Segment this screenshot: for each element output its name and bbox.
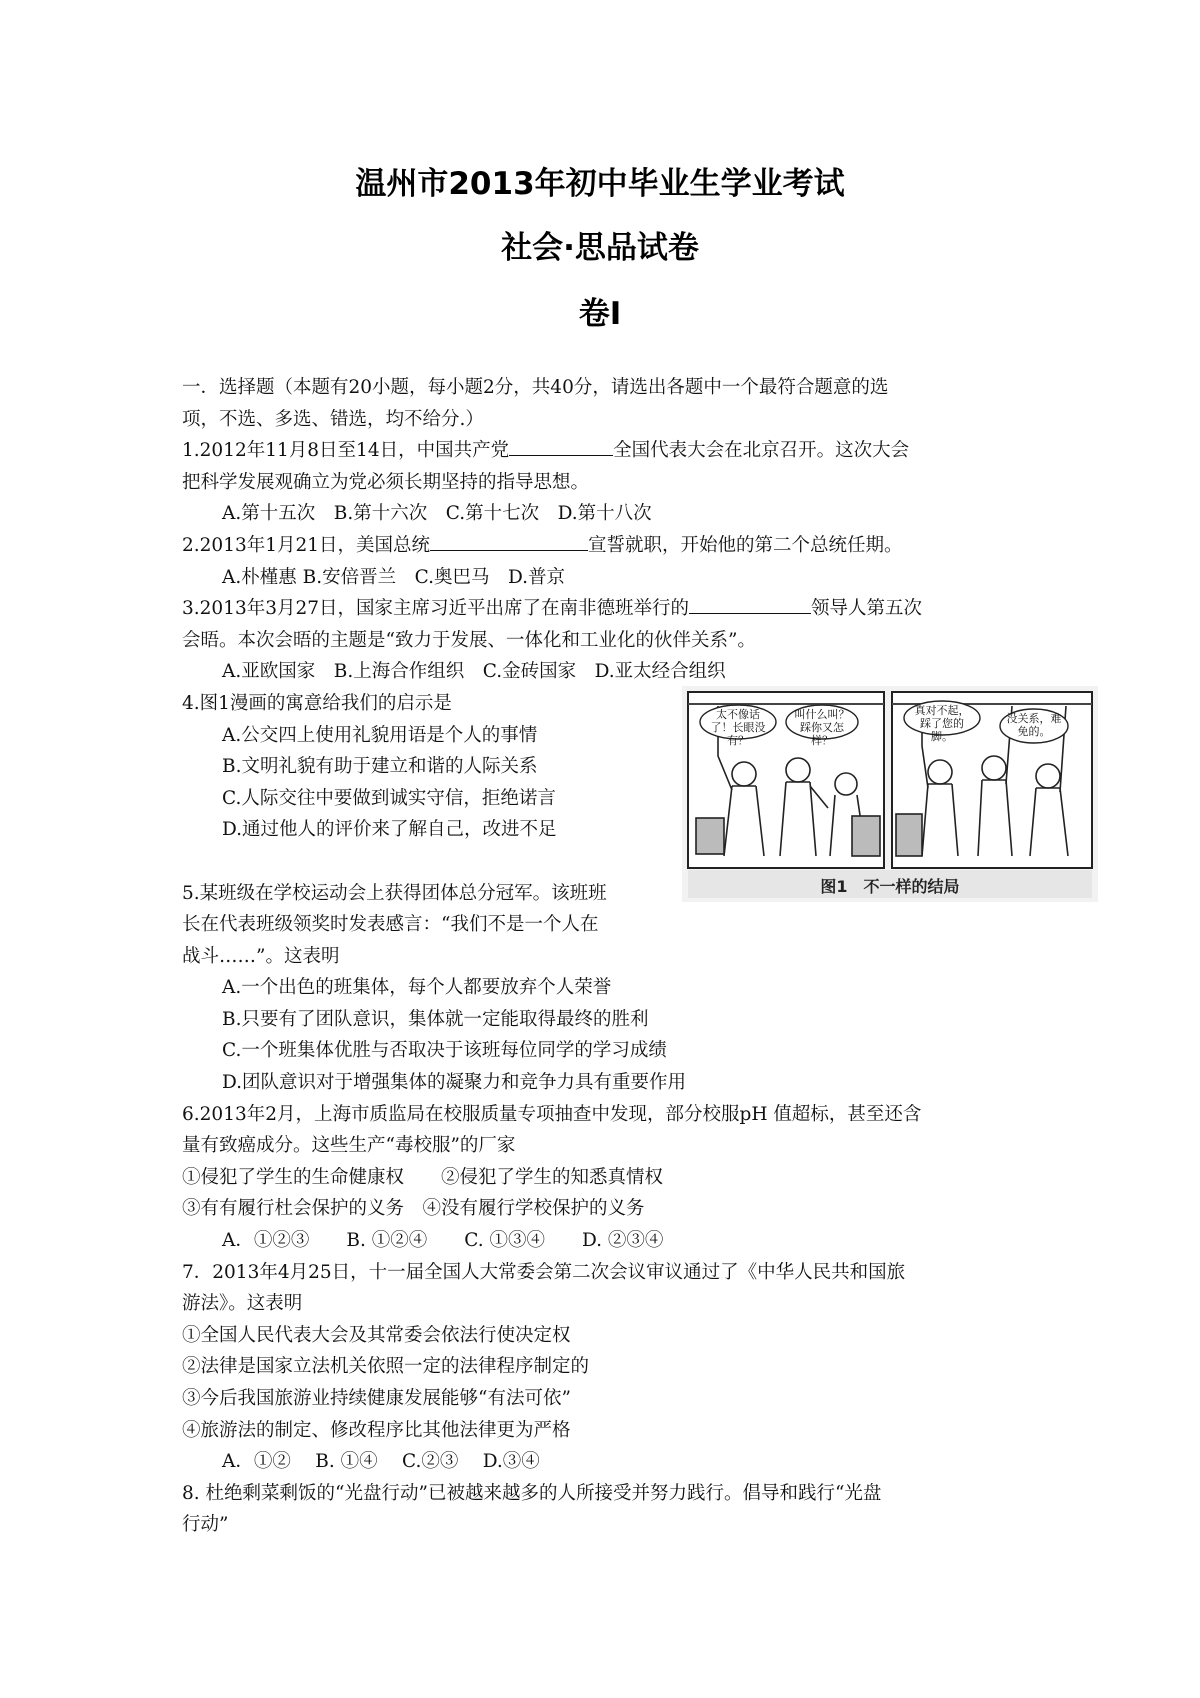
cartoon-figure <box>682 686 1098 902</box>
q2-blank <box>430 530 588 551</box>
q2-stem-after: 宣誓就职，开始他的第二个总统任期。 <box>588 534 903 556</box>
speech-bubble-4: 没关系，难免的。 <box>1006 712 1062 738</box>
question-4: 4.图1漫画的寓意给我们的启示是 <box>182 692 452 714</box>
q6-statements-2: ③有有履行杜会保护的义务 ④没有履行学校保护的义务 <box>182 1198 645 1220</box>
q3-stem-line2: 会晤。本次会晤的主题是“致力于发展、一体化和工业化的伙伴关系”。 <box>182 629 756 651</box>
q6-statements-1: ①侵犯了学生的生命健康权 ②侵犯了学生的知悉真情权 <box>182 1166 664 1188</box>
q7-options: A．①② B. ①④ C.②③ D.③④ <box>222 1451 540 1473</box>
q3-blank <box>689 593 811 614</box>
q2-options: A.朴槿惠 B.安倍晋兰 C.奥巴马 D.普京 <box>222 566 566 588</box>
q3-stem-after: 领导人第五次 <box>811 598 923 620</box>
speech-bubble-1: 太不像话了！长眼没有？ <box>710 708 766 747</box>
q1-stem-line2: 把科学发展观确立为党必须长期坚持的指导思想。 <box>182 471 590 493</box>
exam-volume: 卷Ⅰ <box>578 296 622 332</box>
question-3 <box>182 593 1032 625</box>
question-5-line1: 5.某班级在学校运动会上获得团体总分冠军。该班班 <box>182 882 607 904</box>
question-2 <box>182 530 1032 562</box>
q7-statement-3: ③今后我国旅游业持续健康发展能够“有法可依” <box>182 1388 571 1409</box>
q5-option-d: D.团队意识对于增强集体的凝聚力和竞争力具有重要作用 <box>222 1072 687 1094</box>
q2-stem-before: 2.2013年1月21日，美国总统 <box>182 534 431 556</box>
question-8-line1: 8. 杜绝剩菜剩饭的“光盘行动”已被越来越多的人所接受并努力践行。倡导和践行“光盘 <box>182 1482 882 1504</box>
q5-option-c: C.一个班集体优胜与否取决于该班每位同学的学习成绩 <box>222 1040 667 1062</box>
question-5-line3: 战斗……”。这表明 <box>182 945 340 967</box>
question-1 <box>182 435 1032 467</box>
exam-title: 温州市2013年初中毕业生学业考试 <box>355 166 845 202</box>
q4-option-c: C.人际交往中要做到诚实守信，拒绝诺言 <box>222 787 556 809</box>
question-7-line2: 游法》。这表明 <box>182 1293 303 1315</box>
question-5-line2: 长在代表班级领奖时发表感言：“我们不是一个人在 <box>182 914 599 936</box>
q7-statement-4: ④旅游法的制定、修改程序比其他法律更为严格 <box>182 1419 571 1441</box>
q7-statement-2: ②法律是国家立法机关依照一定的法律程序制定的 <box>182 1356 590 1378</box>
q6-options: A．①②③ B. ①②④ C. ①③④ D. ②③④ <box>222 1230 664 1252</box>
q1-stem-after: 全国代表大会在北京召开。这次大会 <box>613 440 910 462</box>
q3-options: A.亚欧国家 B.上海合作组织 C.金砖国家 D.亚太经合组织 <box>222 661 726 683</box>
speech-bubble-3: 真对不起，踩了您的脚。 <box>914 704 970 743</box>
q5-option-b: B.只要有了团队意识，集体就一定能取得最终的胜利 <box>222 1008 649 1030</box>
q1-stem-before: 1.2012年11月8日至14日，中国共产党 <box>182 440 510 462</box>
q1-blank <box>509 435 613 456</box>
question-7-line1: 7．2013年4月25日，十一届全国人大常委会第二次会议审议通过了《中华人民共和国旅 <box>182 1261 906 1283</box>
question-6-line2: 量有致癌成分。这些生产“毒校服”的厂家 <box>182 1135 516 1157</box>
speech-bubble-2: 叫什么叫？踩你又怎样？ <box>794 708 850 747</box>
question-6-line1: 6.2013年2月，上海市质监局在校服质量专项抽查中发现，部分校服pH 值超标，甚至还含 <box>182 1103 922 1125</box>
q4-option-d: D.通过他人的评价来了解自己，改进不足 <box>222 819 557 841</box>
q5-option-a: A.一个出色的班集体，每个人都要放弃个人荣誉 <box>222 977 612 999</box>
q1-options: A.第十五次 B.第十六次 C.第十七次 D.第十八次 <box>222 503 652 525</box>
q4-option-a: A.公交四上使用礼貌用语是个人的事情 <box>222 724 538 746</box>
section-instructions-line2: 项，不选、多选、错选，均不给分.） <box>182 408 484 430</box>
q4-option-b: B.文明礼貌有助于建立和谐的人际关系 <box>222 756 538 778</box>
figure-caption: 图1 不一样的结局 <box>820 877 960 896</box>
section-instructions-line1: 一．选择题（本题有20小题，每小题2分，共40分，请选出各题中一个最符合题意的选 <box>182 377 889 398</box>
exam-subtitle: 社会·思品试卷 <box>501 230 699 266</box>
q7-statement-1: ①全国人民代表大会及其常委会依法行使决定权 <box>182 1324 571 1346</box>
question-body <box>182 372 1032 1541</box>
question-8-line2: 行动” <box>182 1514 229 1536</box>
q3-stem-before: 3.2013年3月27日，国家主席习近平出席了在南非德班举行的 <box>182 598 690 620</box>
